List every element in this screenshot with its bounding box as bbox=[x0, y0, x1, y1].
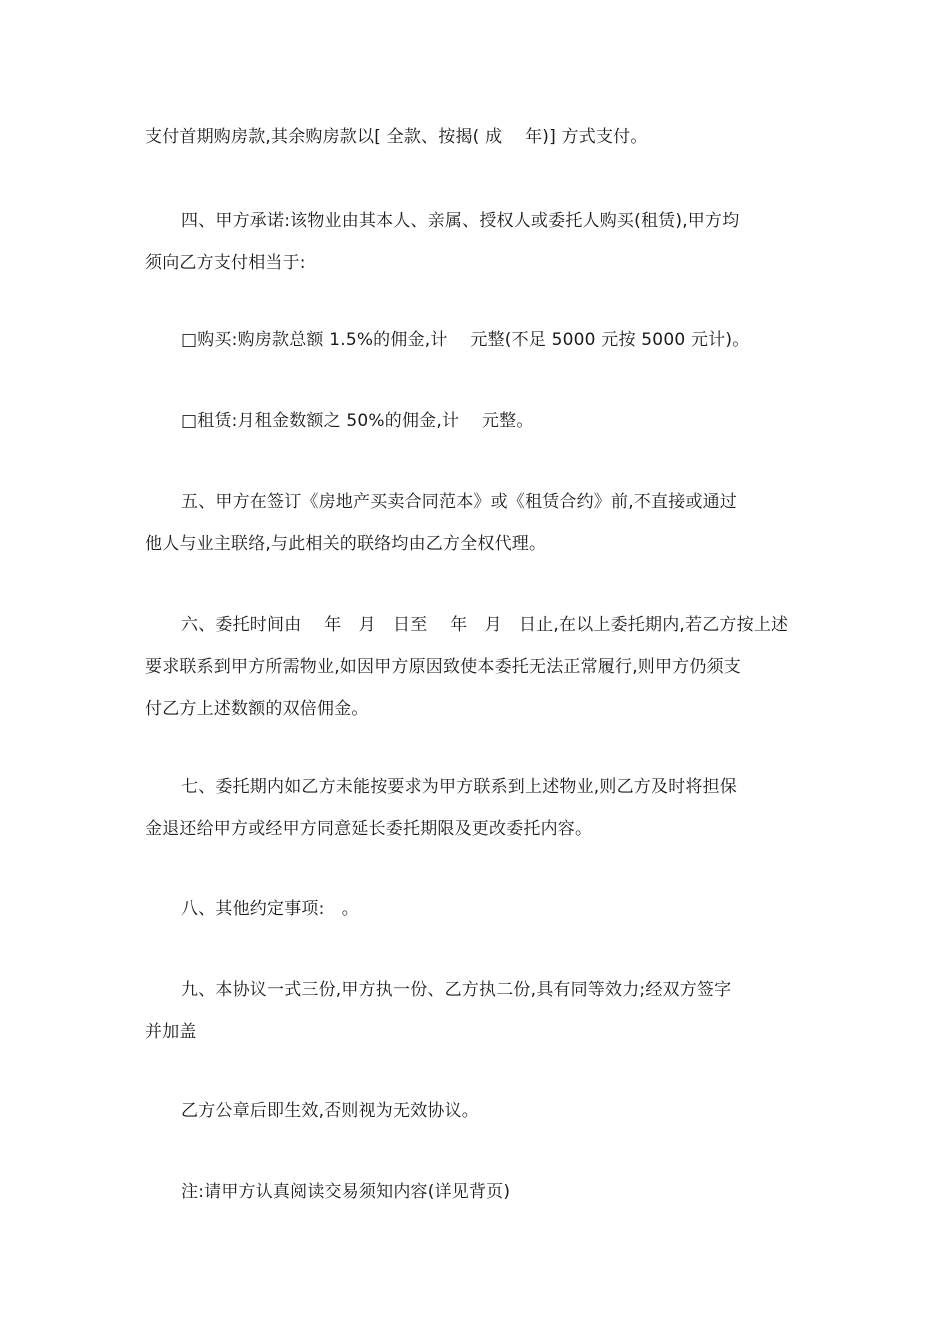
text-line: 八、其他约定事项: 。 bbox=[181, 899, 359, 919]
text-line: 五、甲方在签订《房地产买卖合同范本》或《租赁合约》前,不直接或通过 bbox=[181, 492, 738, 512]
text-line: 并加盖 bbox=[145, 1022, 197, 1042]
text-line: 乙方公章后即生效,否则视为无效协议。 bbox=[181, 1101, 480, 1121]
text-line: 六、委托时间由 年 月 日至 年 月 日止,在以上委托期内,若乙方按上述 bbox=[181, 615, 789, 635]
text-line: 付乙方上述数额的双倍佣金。 bbox=[145, 699, 369, 719]
text-line: 要求联系到甲方所需物业,如因甲方原因致使本委托无法正常履行,则甲方仍须支 bbox=[145, 657, 742, 677]
text-line: 须向乙方支付相当于: bbox=[145, 253, 306, 273]
paragraph-effective bbox=[145, 1090, 810, 1132]
paragraph-note bbox=[145, 1171, 810, 1213]
paragraph-clause-7 bbox=[145, 766, 810, 850]
paragraph-rent-option bbox=[145, 400, 810, 442]
text-line: 金退还给甲方或经甲方同意延长委托期限及更改委托内容。 bbox=[145, 819, 593, 839]
text-line: 七、委托期内如乙方未能按要求为甲方联系到上述物业,则乙方及时将担保 bbox=[181, 777, 738, 797]
paragraph-clause-5 bbox=[145, 481, 810, 565]
text-line: 九、本协议一式三份,甲方执一份、乙方执二份,具有同等效力;经双方签字 bbox=[181, 980, 732, 1000]
paragraph-payment-method bbox=[145, 116, 810, 158]
text-line: 四、甲方承诺:该物业由其本人、亲属、授权人或委托人购买(租赁),甲方均 bbox=[181, 211, 740, 231]
text-line: 他人与业主联络,与此相关的联络均由乙方全权代理。 bbox=[145, 534, 547, 554]
paragraph-clause-8 bbox=[145, 888, 810, 930]
paragraph-clause-6 bbox=[145, 604, 810, 730]
text-line: □租赁:月租金数额之 50%的佣金,计 元整。 bbox=[181, 411, 534, 431]
text-line: 支付首期购房款,其余购房款以[ 全款、按揭( 成 年)] 方式支付。 bbox=[145, 127, 648, 147]
paragraph-purchase-option bbox=[145, 319, 810, 361]
paragraph-clause-9 bbox=[145, 969, 810, 1053]
paragraph-clause-4 bbox=[145, 200, 810, 284]
text-line: □购买:购房款总额 1.5%的佣金,计 元整(不足 5000 元按 5000 元计)。 bbox=[181, 330, 750, 350]
text-line: 注:请甲方认真阅读交易须知内容(详见背页) bbox=[181, 1182, 511, 1202]
